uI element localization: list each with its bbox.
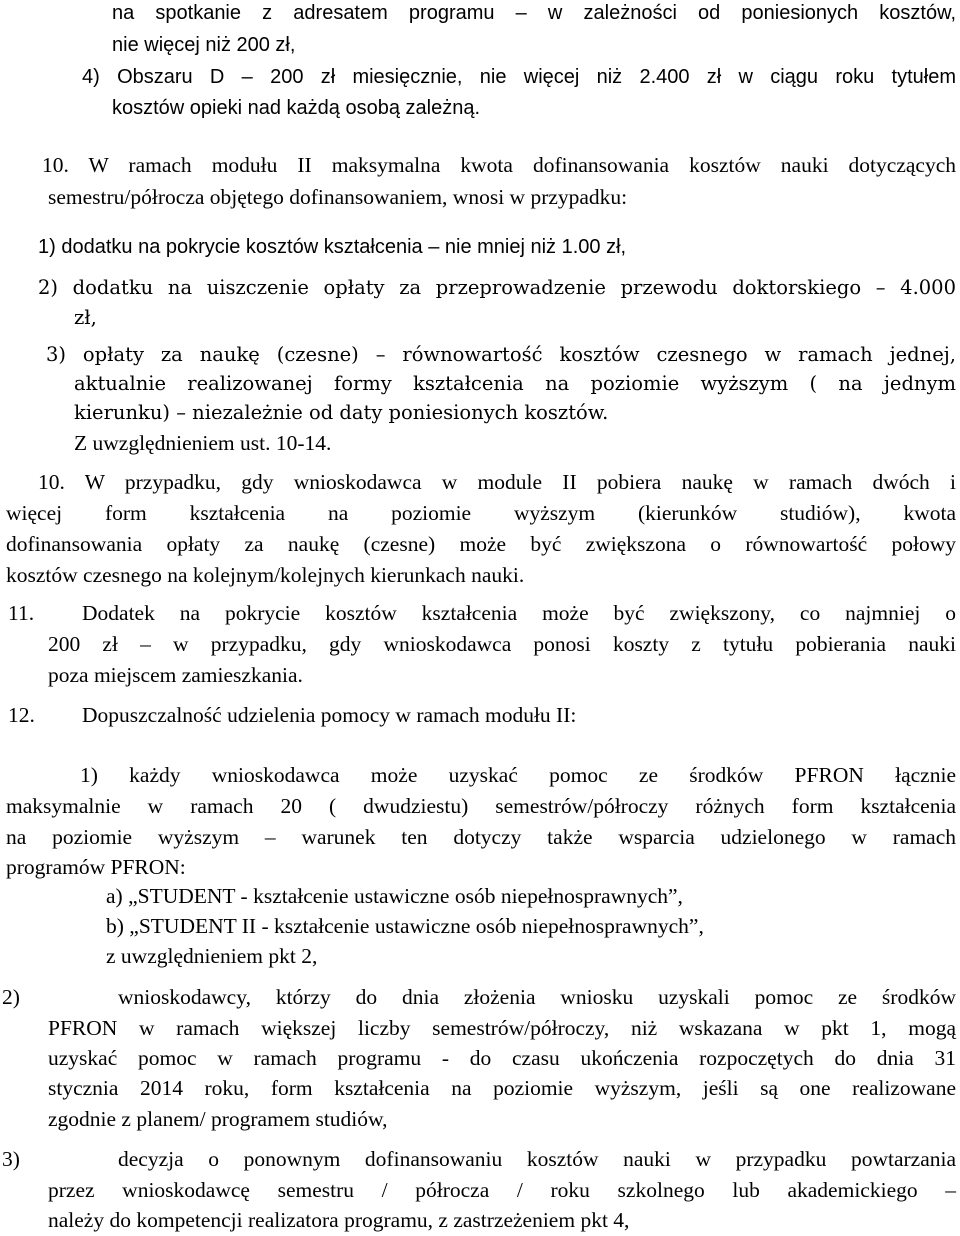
subpoint-number: 3) [2,1147,20,1171]
paragraph-11-line: poza miejscem zamieszkania. [48,663,303,687]
subpoint-3-line: decyzja o ponownym dofinansowaniu kosztów nauki w przypadku powtarzania [118,1147,956,1171]
paragraph-12-heading: Dopuszczalność udzielenia pomocy w ramach modułu II: [82,703,577,727]
subpoint-2-line: stycznia 2014 roku, form kształcenia na poziomie wyższym, jeśli są one realizowane [48,1076,956,1100]
paragraph-number: 11. [8,601,35,625]
list-item-3: 3) opłaty za naukę (czesne) – równowartość kosztów czesnego w ramach jednej, [46,343,956,366]
text-line: kosztów opieki nad każdą osobą zależną. [112,97,481,119]
text-line: nie więcej niż 200 zł, [112,34,296,56]
subpoint-1-line: programów PFRON: [6,855,186,879]
paragraph-10b-line: więcej form kształcenia na poziomie wyższym (kierunków studiów), kwota [6,501,956,525]
program-item-b: b) „STUDENT II - kształcenie ustawiczne osób niepełnosprawnych”, [106,914,704,938]
subpoint-2-line: wnioskodawcy, którzy do dnia złożenia wniosku uzyskali pomoc ze środków [118,985,956,1009]
subpoint-2-line: zgodnie z planem/ programem studiów, [48,1107,388,1131]
list-item-3-cont: aktualnie realizowanej formy kształcenia na poziomie wyższym ( na jednym [74,372,956,395]
subpoint-3-line: przez wnioskodawcę semestru / półrocza / roku szkolnego lub akademickiego – [48,1178,956,1202]
subpoint-1-line: 1) każdy wnioskodawca może uzyskać pomoc ze środków PFRON łącznie [80,763,956,787]
subpoint-1-line: na poziomie wyższym – warunek ten dotyczy także wsparcia udzielonego w ramach [6,825,956,849]
list-item-1: 1) dodatku na pokrycie kosztów kształcenia – nie mniej niż 1.00 zł, [38,236,627,258]
paragraph-11-line: Dodatek na pokrycie kosztów kształcenia może być zwiększony, co najmniej o [82,601,956,625]
subpoint-1-line: z uwzględnieniem pkt 2, [106,944,318,968]
subpoint-number: 2) [2,985,20,1009]
paragraph-10b-line: kosztów czesnego na kolejnym/kolejnych kierunkach nauki. [6,563,525,587]
subpoint-3-line: należy do kompetencji realizatora programu, z zastrzeżeniem pkt 4, [48,1208,630,1232]
subpoint-2-line: PFRON w ramach większej liczby semestrów/półroczy, niż wskazana w pkt 1, mogą [48,1016,956,1040]
list-item-2-cont: zł, [74,306,97,329]
subpoint-1-line: maksymalnie w ramach 20 ( dwudziestu) semestrów/półroczy różnych form kształcenia [6,794,956,818]
paragraph-10-line: 10. W ramach modułu II maksymalna kwota dofinansowania kosztów nauki dotyczących [42,153,956,177]
text-line: na spotkanie z adresatem programu – w zależności od poniesionych kosztów, [112,2,956,24]
paragraph-number: 12. [8,703,35,727]
paragraph-10b-line: 10. W przypadku, gdy wnioskodawca w module II pobiera naukę w ramach dwóch i [38,470,956,494]
text-line: 4) Obszaru D – 200 zł miesięcznie, nie więcej niż 2.400 zł w ciągu roku tytułem [82,66,956,88]
reference-note: Z uwzględnieniem ust. 10-14. [74,431,332,455]
list-item-3-cont: kierunku) – niezależnie od daty poniesionych kosztów. [74,401,609,424]
subpoint-2-line: uzyskać pomoc w ramach programu - do czasu ukończenia rozpoczętych do dnia 31 [48,1046,956,1070]
program-item-a: a) „STUDENT - kształcenie ustawiczne osób niepełnosprawnych”, [106,884,683,908]
list-item-2: 2) dodatku na uiszczenie opłaty za przeprowadzenie przewodu doktorskiego – 4.000 [38,276,956,299]
paragraph-11-line: 200 zł – w przypadku, gdy wnioskodawca ponosi koszty z tytułu pobierania nauki [48,632,956,656]
paragraph-10-line: semestru/półrocza objętego dofinansowaniem, wnosi w przypadku: [48,185,628,209]
paragraph-10b-line: dofinansowania opłaty za naukę (czesne) może być zwiększona o równowartość połowy [6,532,956,556]
